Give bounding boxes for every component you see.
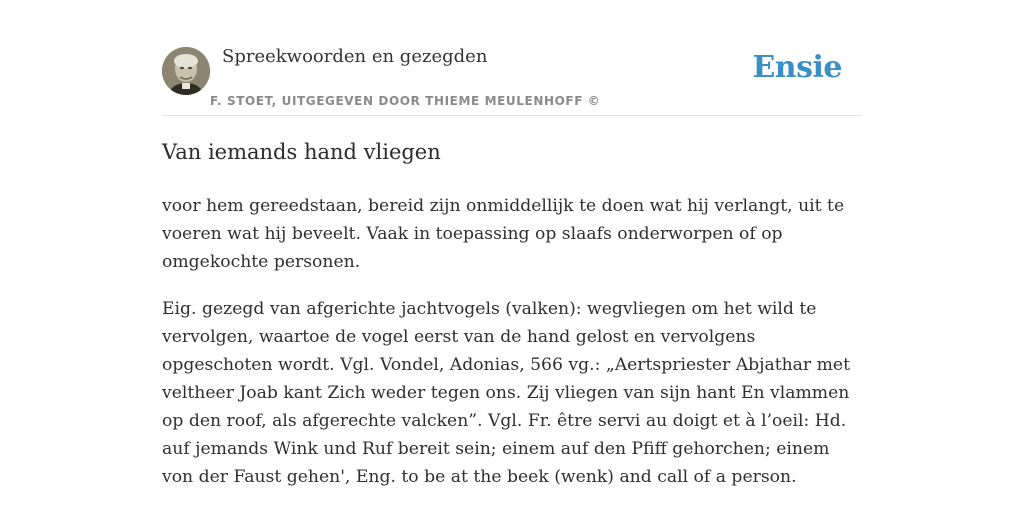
definition-paragraph: voor hem gereedstaan, bereid zijn onmiddellijk te doen wat hij verlangt, uit te voeren wat hij beveelt. Vaak in toepassing op slaafs onderworpen of op omgekochte personen.: [162, 196, 845, 272]
source-title[interactable]: Spreekwoorden en gezegden: [222, 46, 488, 67]
author-avatar[interactable]: [162, 47, 210, 95]
header-divider: [162, 115, 862, 116]
entry-title: Van iemands hand vliegen: [162, 140, 441, 164]
source-credit: F. STOET, UITGEGEVEN DOOR THIEME MEULENHOFF ©: [210, 94, 601, 108]
explanation-paragraph: Eig. gezegd van afgerichte jachtvogels (valken): wegvliegen om het wild te vervolgen, waartoe de vogel eerst van de hand gelost en vervolgens opgeschoten wordt. Vgl. Vondel, Adonias, 566 vg.: „Aertspriester Abjathar met veltheer Joab kant Zich weder tegen ons. Zij vliegen van sijn hant En vlammen op den roof, als afgerechte valcken”. Vgl. Fr. être servi au doigt et à l’oeil: Hd. auf jemands Wink und Ruf bereit sein; einem auf den Pfiff gehorchen; einem von der Faust gehen', Eng. to be at the beek (wenk) and call of a person.: [162, 299, 850, 487]
ensie-logo[interactable]: Ensie: [752, 50, 842, 85]
source-header: [162, 46, 862, 116]
portrait-image: [162, 47, 210, 95]
entry-body: [162, 192, 862, 510]
